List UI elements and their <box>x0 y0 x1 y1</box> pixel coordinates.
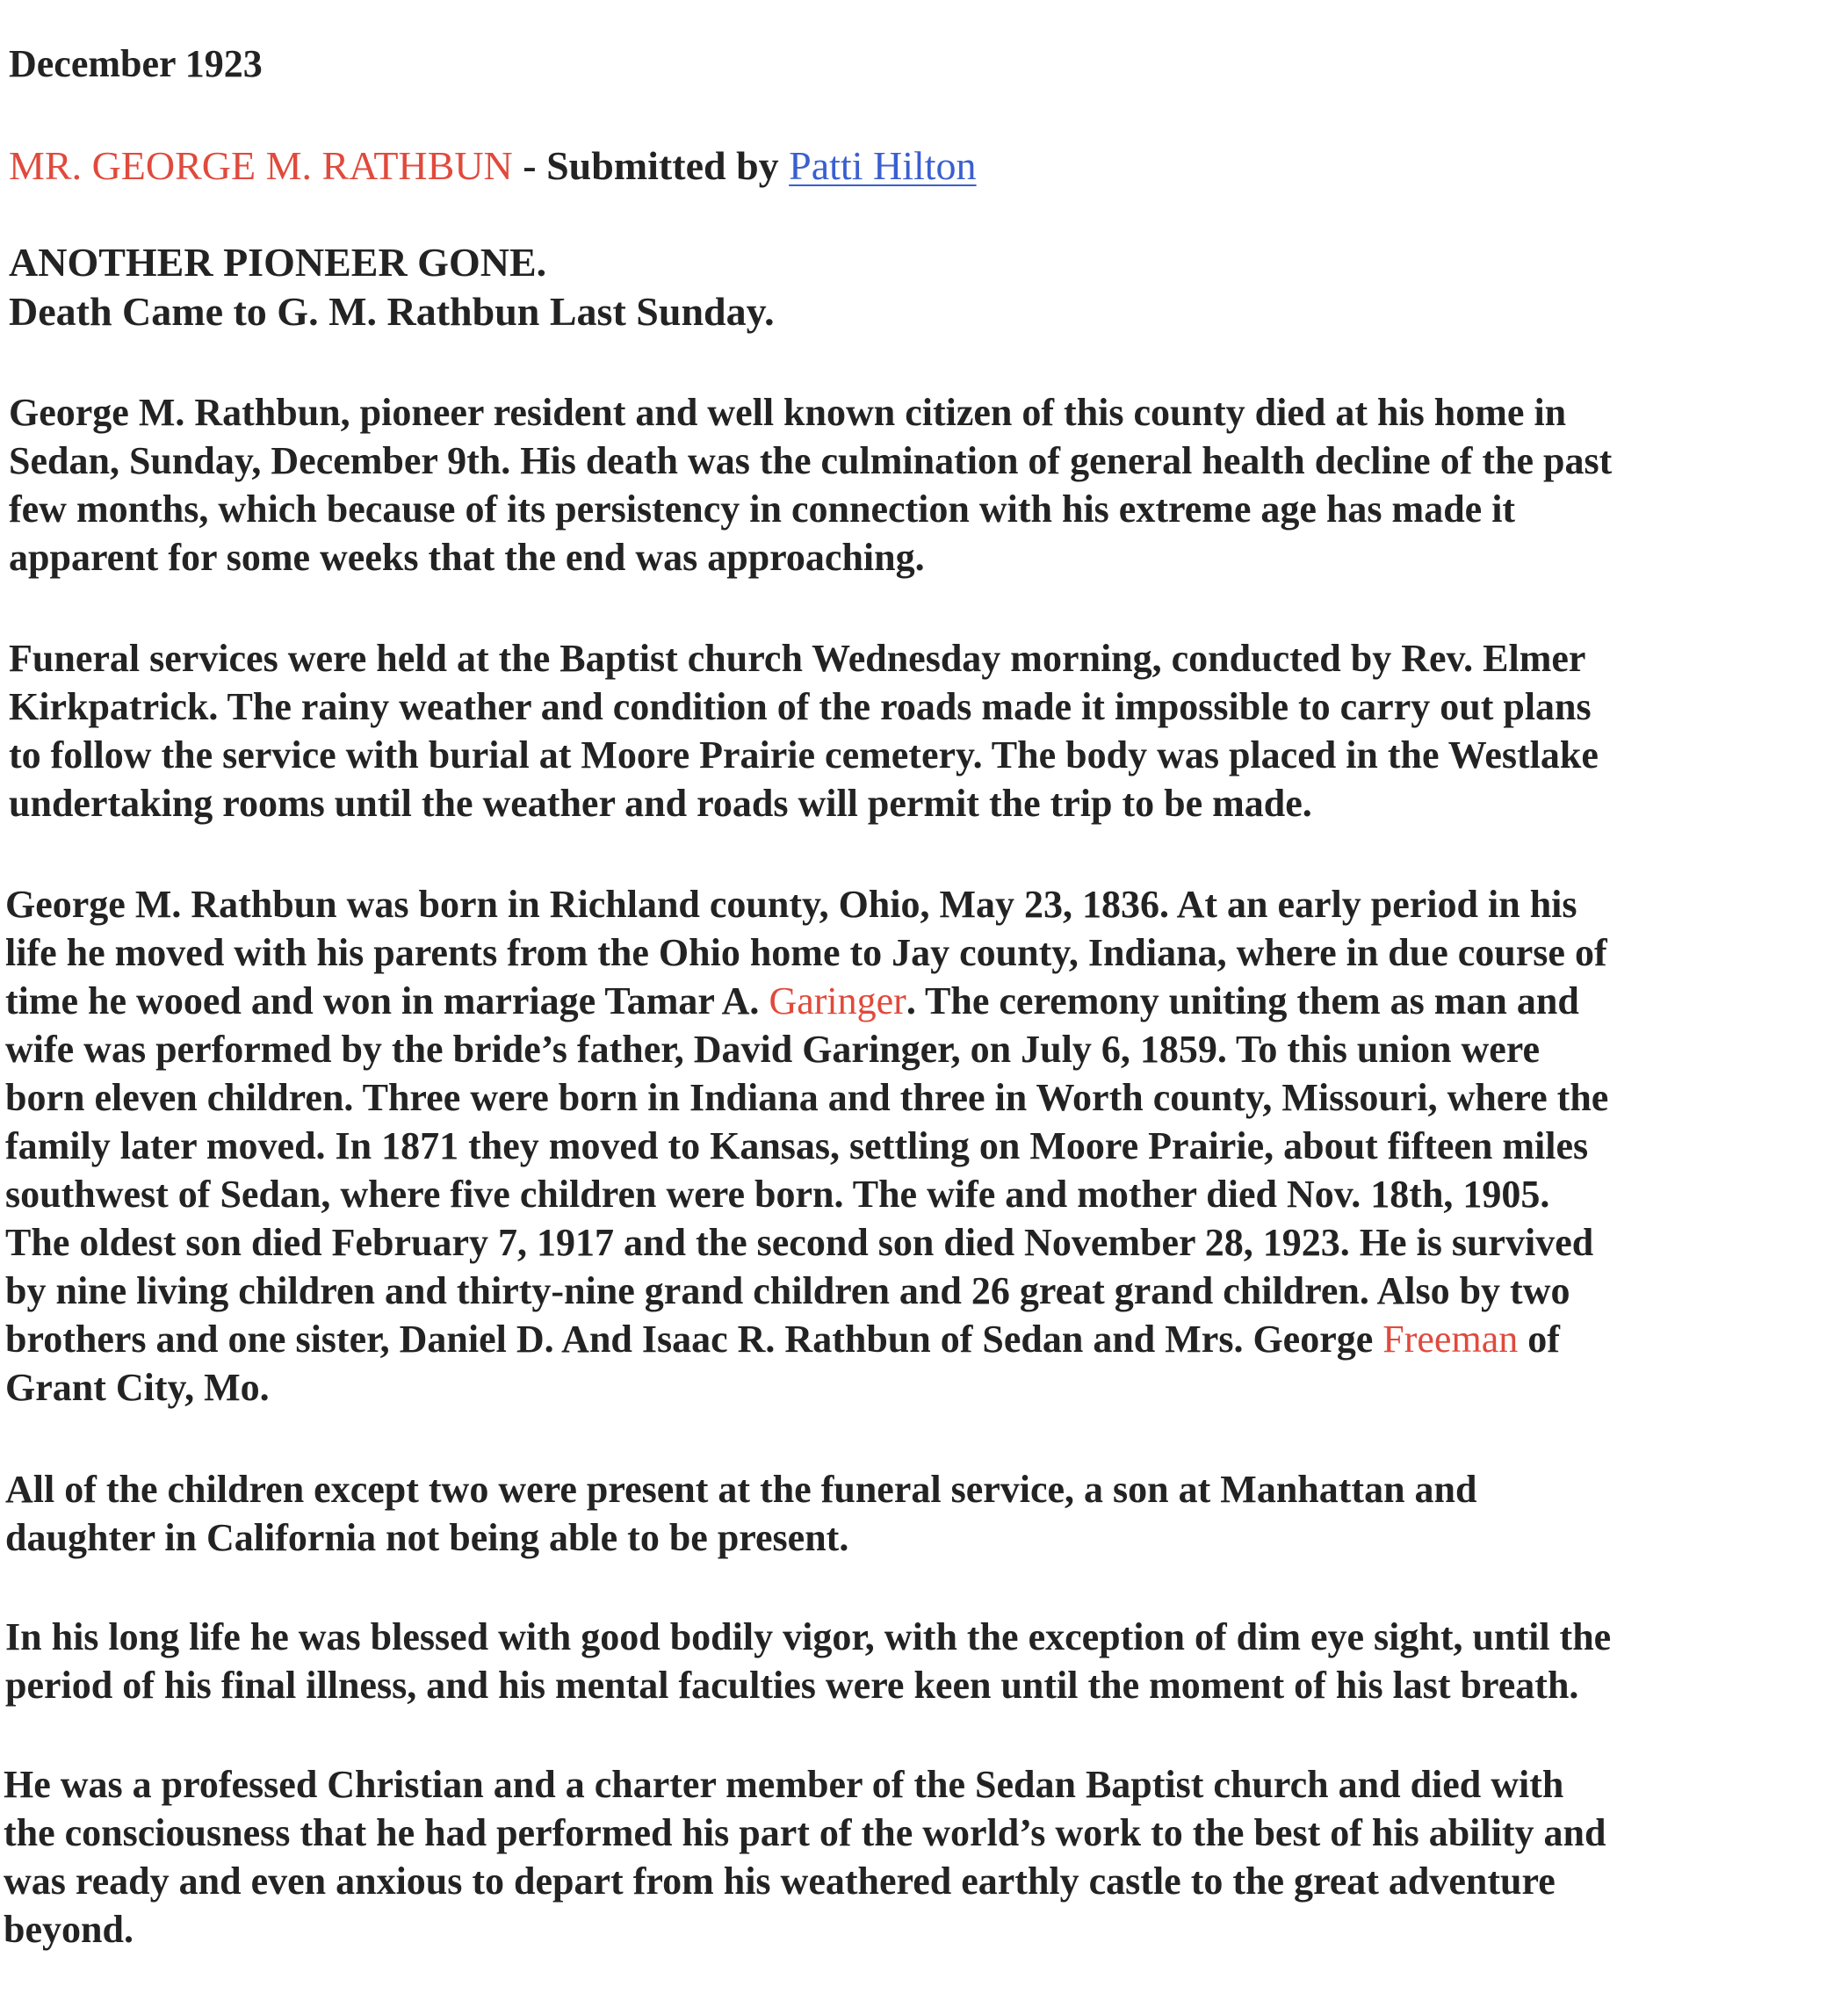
paragraph-long-life: In his long life he was blessed with good bodily vigor, with the exception of dim eye sight, until the period of his final illness, and his mental faculties were keen until the moment of his last breath. <box>5 1615 1612 1707</box>
subheadline: Death Came to G. M. Rathbun Last Sunday. <box>9 289 775 334</box>
paragraph-children-present: All of the children except two were present at the funeral service, a son at Manhattan and daughter in California not being able to be present. <box>5 1468 1477 1559</box>
headline: ANOTHER PIONEER GONE. <box>9 240 547 285</box>
obituary-title <box>9 142 977 190</box>
surname-garinger: Garinger <box>769 979 906 1022</box>
submitter-link[interactable]: Patti Hilton <box>789 143 977 188</box>
deceased-name: MR. GEORGE M. RATHBUN <box>9 143 513 188</box>
paragraph-faith: He was a professed Christian and a charter member of the Sedan Baptist church and died with the consciousness that he had performed his part of the world’s work to the best of his ability and was ready and even anxious to depart from his weathered earthly castle to the great adventure beyond. <box>4 1763 1606 1951</box>
submitted-by-label: - Submitted by <box>512 143 790 188</box>
paragraph-funeral-services: Funeral services were held at the Baptist church Wednesday morning, conducted by Rev. Elmer Kirkpatrick. The rainy weather and condition of the roads made it impossible to carry out plans to follow the service with burial at Moore Prairie cemetery. The body was placed in the Westlake undertaking rooms until the weather and roads will permit the trip to be made. <box>9 637 1599 825</box>
date-heading: December 1923 <box>9 42 263 85</box>
biography-text-part1: George M. Rathbun was born in Richland county, Ohio, May 23, 1836. At an early period in his life he moved with his parents from the Ohio home to Jay county, Indiana, where in due course of time he wooed and won in marriage Tamar A. <box>5 883 1607 1022</box>
biography-text-part3: of Grant City, Mo. <box>5 1318 1560 1409</box>
paragraph-biography <box>5 880 1841 1412</box>
paragraph-death-announcement: George M. Rathbun, pioneer resident and well known citizen of this county died at his home in Sedan, Sunday, December 9th. His death was the culmination of general health decline of the past few months, which because of its persistency in connection with his extreme age has made it apparent for some weeks that the end was approaching. <box>9 391 1613 579</box>
surname-freeman: Freeman <box>1382 1318 1519 1361</box>
biography-text-part2: . The ceremony uniting them as man and wife was performed by the bride’s father, David Garinger, on July 6, 1859. To this union were born eleven children. Three were born in Indiana and three in Worth county, Missouri, where the family later moved. In 1871 they moved to Kansas, settling on Moore Prairie, about fifteen miles southwest of Sedan, where five children were born. The wife and mother died Nov. 18th, 1905. The oldest son died February 7, 1917 and the second son died November 28, 1923. He is survived by nine living children and thirty-nine grand children and 26 great grand children. Also by two brothers and one sister, Daniel D. And Isaac R. Rathbun of Sedan and Mrs. George <box>5 979 1609 1361</box>
